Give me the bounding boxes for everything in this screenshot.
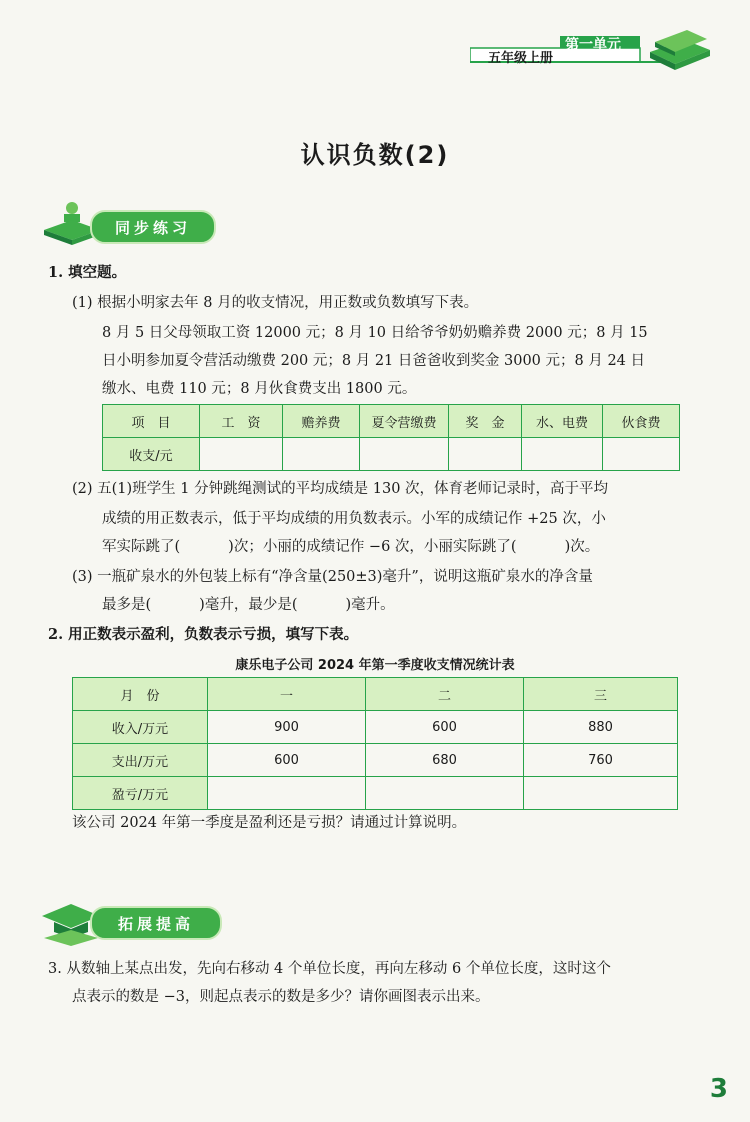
section-label: 同步练习 bbox=[114, 218, 191, 237]
text-segment: 最多是( bbox=[102, 597, 152, 613]
text-segment: 军实际跳了( bbox=[102, 539, 181, 555]
question-text: 缴水、电费 110 元；8 月伙食费支出 1800 元。 bbox=[102, 381, 417, 397]
table-cell: 880 bbox=[524, 711, 678, 744]
table-header-cell: 项 目 bbox=[103, 405, 200, 438]
text-segment: )毫升，最少是( bbox=[199, 597, 298, 613]
income-expense-table bbox=[102, 404, 680, 471]
table-row-label: 收支/元 bbox=[103, 438, 200, 471]
table-header-cell: 水、电费 bbox=[522, 405, 603, 438]
answer-cell[interactable] bbox=[283, 438, 360, 471]
table-row bbox=[73, 777, 678, 810]
answer-cell[interactable] bbox=[522, 438, 603, 471]
book-stack-icon bbox=[645, 22, 715, 72]
text-segment: )次。 bbox=[564, 539, 600, 555]
page-title: 认识负数(2) bbox=[300, 141, 450, 169]
grade-label: 五年级上册 bbox=[488, 51, 554, 66]
section-label: 拓展提高 bbox=[117, 914, 194, 933]
table-row bbox=[73, 744, 678, 777]
answer-cell[interactable] bbox=[200, 438, 283, 471]
section-banner-extension bbox=[90, 906, 222, 940]
table-header-cell: 三 bbox=[524, 678, 678, 711]
table-cell: 760 bbox=[524, 744, 678, 777]
table-header-cell: 一 bbox=[208, 678, 366, 711]
table-header-cell: 赡养费 bbox=[283, 405, 360, 438]
text-segment: )次；小丽的成绩记作 −6 次，小丽实际跳了( bbox=[228, 539, 517, 555]
section-banner-sync-practice bbox=[90, 210, 216, 244]
question-stem: 3. 从数轴上某点出发，先向右移动 4 个单位长度，再向左移动 6 个单位长度，这时这个 bbox=[48, 961, 611, 977]
question-text: 该公司 2024 年第一季度是盈利还是亏损？请通过计算说明。 bbox=[72, 815, 467, 831]
table-row-label: 收入/万元 bbox=[73, 711, 208, 744]
table-cell: 680 bbox=[366, 744, 524, 777]
question-part: (3) 一瓶矿泉水的外包装上标有“净含量(250±3)毫升”，说明这瓶矿泉水的净含量 bbox=[72, 569, 593, 585]
answer-cell[interactable] bbox=[603, 438, 680, 471]
unit-label: 第一单元 bbox=[565, 37, 621, 53]
page-number: 3 bbox=[709, 1074, 728, 1104]
table-header-cell: 奖 金 bbox=[449, 405, 522, 438]
question-text bbox=[102, 536, 599, 558]
table-row-label: 盈亏/万元 bbox=[73, 777, 208, 810]
table-header-cell: 伙食费 bbox=[603, 405, 680, 438]
question-stem: 2. 用正数表示盈利，负数表示亏损，填写下表。 bbox=[48, 626, 359, 643]
quarterly-table bbox=[72, 677, 678, 810]
table-row bbox=[73, 711, 678, 744]
table-cell: 900 bbox=[208, 711, 366, 744]
answer-cell[interactable] bbox=[366, 777, 524, 810]
question-text: 8 月 5 日父母领取工资 12000 元；8 月 10 日给爷爷奶奶赡养费 2000 元；8 月 15 bbox=[102, 325, 648, 341]
answer-cell[interactable] bbox=[360, 438, 449, 471]
question-text bbox=[102, 594, 395, 616]
table-row-label: 支出/万元 bbox=[73, 744, 208, 777]
question-part: (2) 五(1)班学生 1 分钟跳绳测试的平均成绩是 130 次，体育老师记录时，高于平均 bbox=[72, 481, 609, 497]
table-header-cell: 夏令营缴费 bbox=[360, 405, 449, 438]
table-caption: 康乐电子公司 2024 年第一季度收支情况统计表 bbox=[235, 658, 515, 673]
question-text: 点表示的数是 −3，则起点表示的数是多少？请你画图表示出来。 bbox=[72, 989, 490, 1005]
question-text: 成绩的用正数表示，低于平均成绩的用负数表示。小军的成绩记作 +25 次，小 bbox=[102, 511, 606, 527]
answer-cell[interactable] bbox=[208, 777, 366, 810]
table-cell: 600 bbox=[366, 711, 524, 744]
question-text: 日小明参加夏令营活动缴费 200 元；8 月 21 日爸爸收到奖金 3000 元；8 月 24 日 bbox=[102, 353, 646, 369]
table-header-cell: 二 bbox=[366, 678, 524, 711]
table-cell: 600 bbox=[208, 744, 366, 777]
question-part: (1) 根据小明家去年 8 月的收支情况，用正数或负数填写下表。 bbox=[72, 295, 479, 311]
question-stem: 1. 填空题。 bbox=[48, 264, 127, 281]
answer-cell[interactable] bbox=[524, 777, 678, 810]
table-header-cell: 月 份 bbox=[73, 678, 208, 711]
answer-cell[interactable] bbox=[449, 438, 522, 471]
table-header-cell: 工 资 bbox=[200, 405, 283, 438]
text-segment: )毫升。 bbox=[345, 597, 395, 613]
